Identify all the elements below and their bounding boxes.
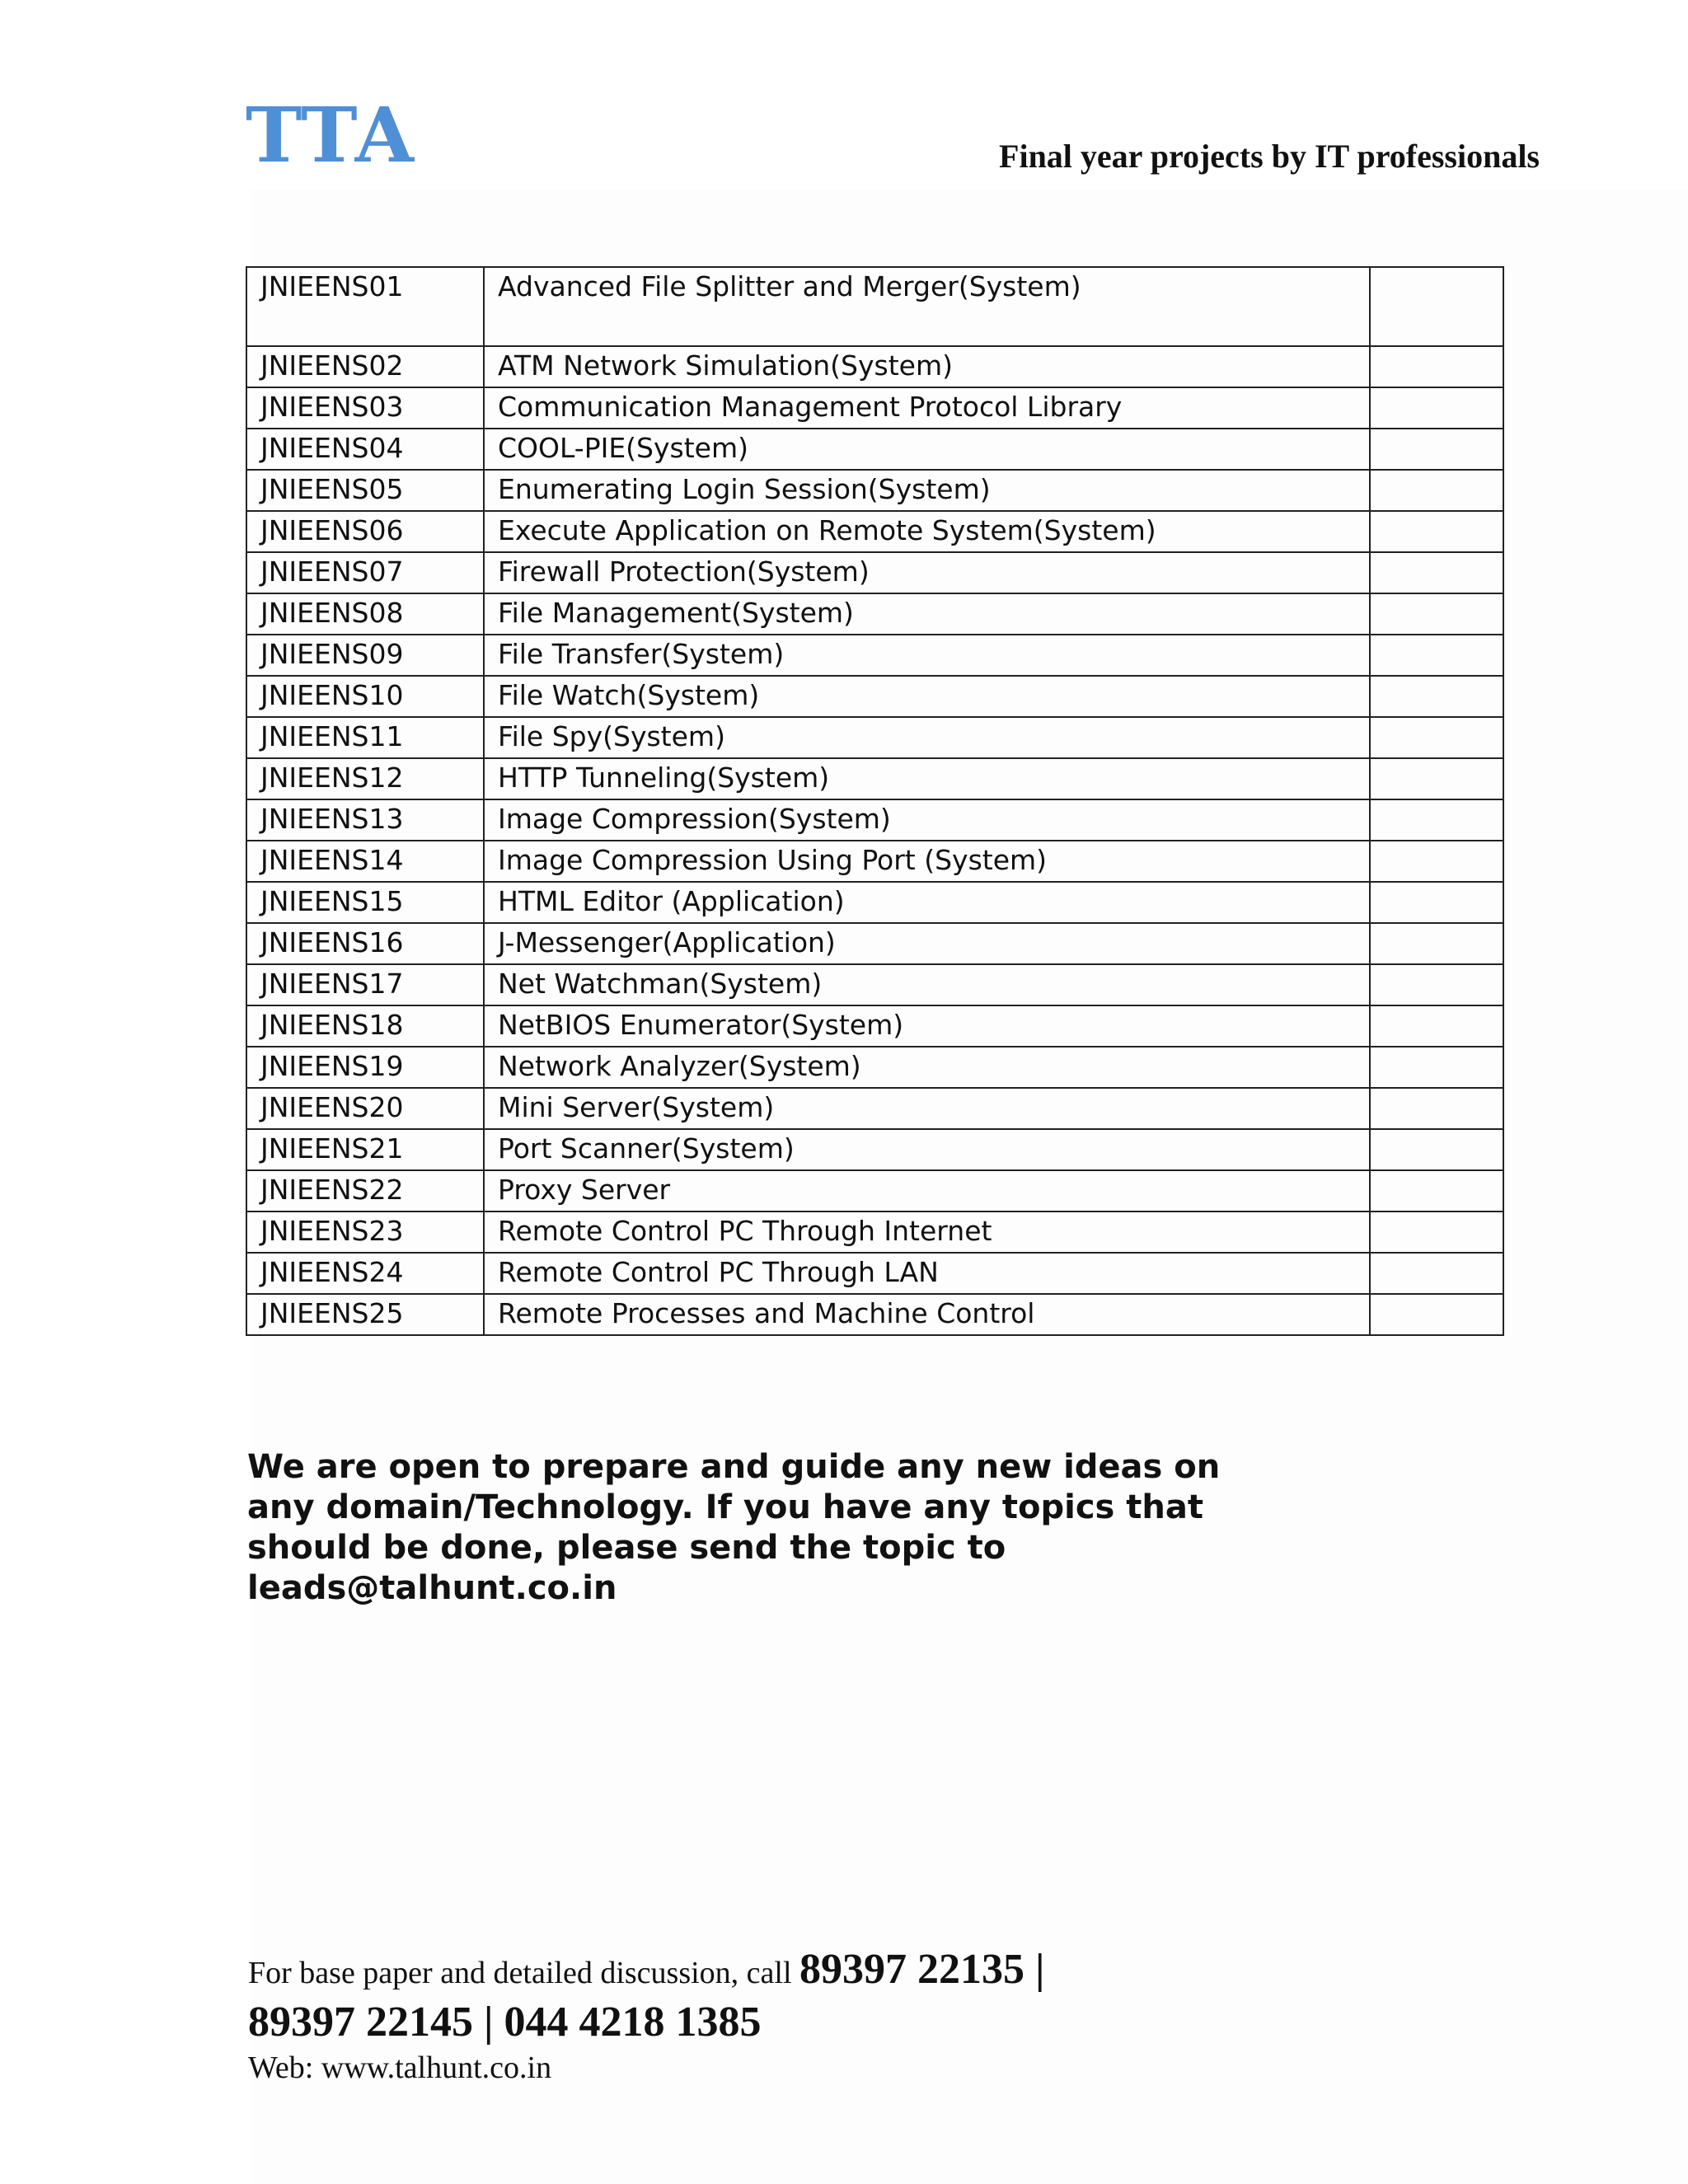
contact-prefix: For base paper and detailed discussion, call	[248, 1956, 800, 1990]
table-row	[246, 964, 1503, 1005]
project-code-cell: JNIEENS24	[246, 1253, 484, 1294]
contact-phones-line-2: 89397 22145 | 044 4218 1385	[248, 1999, 762, 2046]
project-code-cell: JNIEENS06	[246, 511, 484, 552]
project-empty-cell	[1370, 593, 1503, 635]
project-title-cell: Enumerating Login Session(System)	[484, 470, 1370, 511]
project-empty-cell	[1370, 799, 1503, 841]
project-title-cell: Execute Application on Remote System(System)	[484, 511, 1370, 552]
project-title-cell: Network Analyzer(System)	[484, 1047, 1370, 1088]
table-row	[246, 1047, 1503, 1088]
project-title-cell: Remote Processes and Machine Control	[484, 1294, 1370, 1335]
contact-phone-1: 89397 22135 |	[799, 1946, 1045, 1993]
project-code-cell: JNIEENS18	[246, 1005, 484, 1047]
project-empty-cell	[1370, 1088, 1503, 1129]
contact-web: Web: www.talhunt.co.in	[248, 2050, 552, 2085]
table-row	[246, 429, 1503, 470]
project-title-cell: Image Compression Using Port (System)	[484, 841, 1370, 882]
project-code-cell: JNIEENS22	[246, 1170, 484, 1212]
project-empty-cell	[1370, 346, 1503, 387]
table-row	[246, 882, 1503, 923]
project-title-cell: J-Messenger(Application)	[484, 923, 1370, 964]
table-row	[246, 552, 1503, 593]
project-table	[246, 266, 1504, 1336]
project-empty-cell	[1370, 1253, 1503, 1294]
project-code-cell: JNIEENS11	[246, 717, 484, 758]
project-empty-cell	[1370, 841, 1503, 882]
table-row	[246, 1212, 1503, 1253]
table-row	[246, 1170, 1503, 1212]
project-code-cell: JNIEENS25	[246, 1294, 484, 1335]
table-row	[246, 511, 1503, 552]
project-code-cell: JNIEENS12	[246, 758, 484, 799]
project-code-cell: JNIEENS09	[246, 635, 484, 676]
project-empty-cell	[1370, 470, 1503, 511]
project-code-cell: JNIEENS07	[246, 552, 484, 593]
project-code-cell: JNIEENS17	[246, 964, 484, 1005]
project-title-cell: Remote Control PC Through Internet	[484, 1212, 1370, 1253]
project-title-cell: COOL-PIE(System)	[484, 429, 1370, 470]
table-row	[246, 1294, 1503, 1335]
project-code-cell: JNIEENS02	[246, 346, 484, 387]
project-empty-cell	[1370, 923, 1503, 964]
project-title-cell: File Management(System)	[484, 593, 1370, 635]
project-empty-cell	[1370, 676, 1503, 717]
project-empty-cell	[1370, 267, 1503, 346]
project-code-cell: JNIEENS08	[246, 593, 484, 635]
project-title-cell: Communication Management Protocol Library	[484, 387, 1370, 429]
table-row	[246, 758, 1503, 799]
project-title-cell: HTTP Tunneling(System)	[484, 758, 1370, 799]
project-empty-cell	[1370, 387, 1503, 429]
project-title-cell: File Transfer(System)	[484, 635, 1370, 676]
project-code-cell: JNIEENS23	[246, 1212, 484, 1253]
project-code-cell: JNIEENS16	[246, 923, 484, 964]
project-empty-cell	[1370, 511, 1503, 552]
contact-block	[248, 1945, 1044, 2088]
contact-line-1	[248, 1945, 1044, 1998]
tta-logo: TTA	[246, 91, 415, 180]
project-code-cell: JNIEENS20	[246, 1088, 484, 1129]
project-empty-cell	[1370, 1294, 1503, 1335]
table-row	[246, 1129, 1503, 1170]
project-code-cell: JNIEENS01	[246, 267, 484, 346]
project-code-cell: JNIEENS21	[246, 1129, 484, 1170]
project-title-cell: Advanced File Splitter and Merger(System)	[484, 267, 1370, 346]
project-title-cell: Net Watchman(System)	[484, 964, 1370, 1005]
project-code-cell: JNIEENS04	[246, 429, 484, 470]
project-code-cell: JNIEENS13	[246, 799, 484, 841]
table-row	[246, 923, 1503, 964]
project-code-cell: JNIEENS19	[246, 1047, 484, 1088]
project-empty-cell	[1370, 964, 1503, 1005]
table-row	[246, 346, 1503, 387]
table-row	[246, 470, 1503, 511]
project-title-cell: Image Compression(System)	[484, 799, 1370, 841]
table-row	[246, 635, 1503, 676]
project-empty-cell	[1370, 1129, 1503, 1170]
project-title-cell: Port Scanner(System)	[484, 1129, 1370, 1170]
project-title-cell: File Spy(System)	[484, 717, 1370, 758]
project-code-cell: JNIEENS14	[246, 841, 484, 882]
project-title-cell: ATM Network Simulation(System)	[484, 346, 1370, 387]
call-to-action-text: We are open to prepare and guide any new ideas on any domain/Technology. If you have any topics that should be done, please send the topic to leads@talhunt.co.in	[247, 1448, 1221, 1607]
project-title-cell: File Watch(System)	[484, 676, 1370, 717]
project-empty-cell	[1370, 717, 1503, 758]
project-empty-cell	[1370, 635, 1503, 676]
table-row	[246, 1253, 1503, 1294]
project-title-cell: Proxy Server	[484, 1170, 1370, 1212]
project-title-cell: Mini Server(System)	[484, 1088, 1370, 1129]
project-title-cell: HTML Editor (Application)	[484, 882, 1370, 923]
project-empty-cell	[1370, 1047, 1503, 1088]
project-empty-cell	[1370, 1005, 1503, 1047]
table-row	[246, 593, 1503, 635]
project-code-cell: JNIEENS15	[246, 882, 484, 923]
table-row	[246, 799, 1503, 841]
table-row	[246, 717, 1503, 758]
table-row	[246, 267, 1503, 346]
table-row	[246, 1005, 1503, 1047]
project-empty-cell	[1370, 429, 1503, 470]
table-row	[246, 841, 1503, 882]
project-empty-cell	[1370, 882, 1503, 923]
header-tagline: Final year projects by IT professionals	[999, 138, 1540, 175]
project-code-cell: JNIEENS05	[246, 470, 484, 511]
project-empty-cell	[1370, 1212, 1503, 1253]
table-row	[246, 1088, 1503, 1129]
project-empty-cell	[1370, 1170, 1503, 1212]
project-empty-cell	[1370, 758, 1503, 799]
project-code-cell: JNIEENS03	[246, 387, 484, 429]
project-code-cell: JNIEENS10	[246, 676, 484, 717]
table-row	[246, 676, 1503, 717]
project-title-cell: Remote Control PC Through LAN	[484, 1253, 1370, 1294]
project-table-body	[246, 267, 1503, 1335]
project-title-cell: Firewall Protection(System)	[484, 552, 1370, 593]
project-empty-cell	[1370, 552, 1503, 593]
project-title-cell: NetBIOS Enumerator(System)	[484, 1005, 1370, 1047]
table-row	[246, 387, 1503, 429]
